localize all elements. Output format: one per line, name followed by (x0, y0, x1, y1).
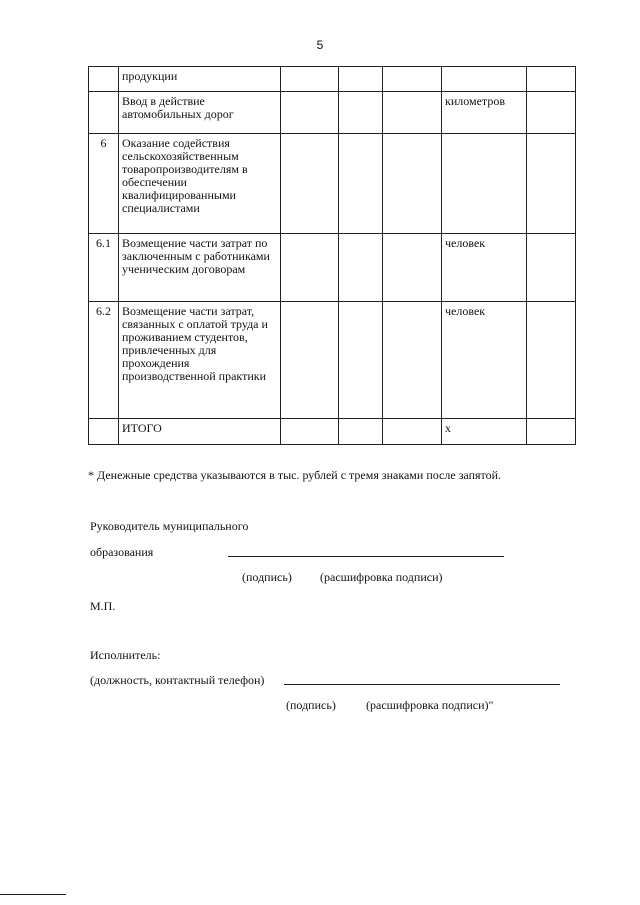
value-cell (383, 92, 442, 134)
value-cell (281, 234, 339, 302)
row-unit-cell (442, 67, 527, 92)
table-row (89, 134, 576, 234)
value-cell (339, 419, 383, 445)
footnote: * Денежные средства указываются в тыс. рублей с тремя знаками после запятой. (88, 468, 502, 482)
signature-caption-sign: (подпись) (242, 570, 292, 584)
value-cell (339, 92, 383, 134)
table-row (89, 92, 576, 134)
row-name-cell: Оказание содействия сельскохозяйственным товаропроизводителям в обеспечении квалифицированными специалистами (119, 134, 281, 234)
value-cell (281, 67, 339, 92)
row-number-cell (89, 92, 119, 134)
value-cell (527, 419, 576, 445)
row-unit-cell (442, 134, 527, 234)
executor-label: (должность, контактный телефон) (90, 673, 265, 687)
value-cell (281, 92, 339, 134)
table-row (89, 302, 576, 419)
value-cell (339, 134, 383, 234)
data-table (88, 66, 576, 445)
executor-signature-line (284, 684, 560, 685)
executor-title: Исполнитель: (90, 648, 161, 662)
value-cell (339, 67, 383, 92)
value-cell (281, 302, 339, 419)
value-cell (527, 67, 576, 92)
value-cell (527, 234, 576, 302)
value-cell (527, 134, 576, 234)
row-unit-cell: человек (442, 302, 527, 419)
executor-caption-sign: (подпись) (286, 698, 336, 712)
value-cell (383, 234, 442, 302)
page-number: 5 (316, 38, 324, 52)
row-number-cell (89, 67, 119, 92)
signature-line (228, 556, 504, 557)
value-cell (383, 302, 442, 419)
row-unit-cell: километров (442, 92, 527, 134)
value-cell (383, 419, 442, 445)
value-cell (383, 67, 442, 92)
row-unit-cell: человек (442, 234, 527, 302)
row-number-cell: 6.1 (89, 234, 119, 302)
row-name-cell: Возмещение части затрат, связанных с оплатой труда и проживанием студентов, привлеченных для прохождения производственной практики (119, 302, 281, 419)
row-number-cell (89, 419, 119, 445)
stamp-place-label: М.П. (90, 599, 116, 613)
value-cell (339, 234, 383, 302)
row-number-cell: 6.2 (89, 302, 119, 419)
executor-caption-decode: (расшифровка подписи)" (366, 698, 494, 712)
value-cell (527, 92, 576, 134)
table-row (89, 234, 576, 302)
value-cell (281, 419, 339, 445)
signature-title-line1: Руководитель муниципального (90, 519, 249, 533)
signature-caption-decode: (расшифровка подписи) (320, 570, 443, 584)
row-number-cell: 6 (89, 134, 119, 234)
row-name-cell: ИТОГО (119, 419, 281, 445)
row-name-cell: Ввод в действие автомобильных дорог (119, 92, 281, 134)
table-row-total (89, 419, 576, 445)
value-cell (383, 134, 442, 234)
row-unit-cell: х (442, 419, 527, 445)
row-name-cell: продукции (119, 67, 281, 92)
row-name-cell: Возмещение части затрат по заключенным с работниками ученическим договорам (119, 234, 281, 302)
table-row (89, 67, 576, 92)
value-cell (339, 302, 383, 419)
value-cell (281, 134, 339, 234)
signature-title-line2: образования (90, 545, 154, 559)
value-cell (527, 302, 576, 419)
page-corner-line (0, 894, 66, 895)
